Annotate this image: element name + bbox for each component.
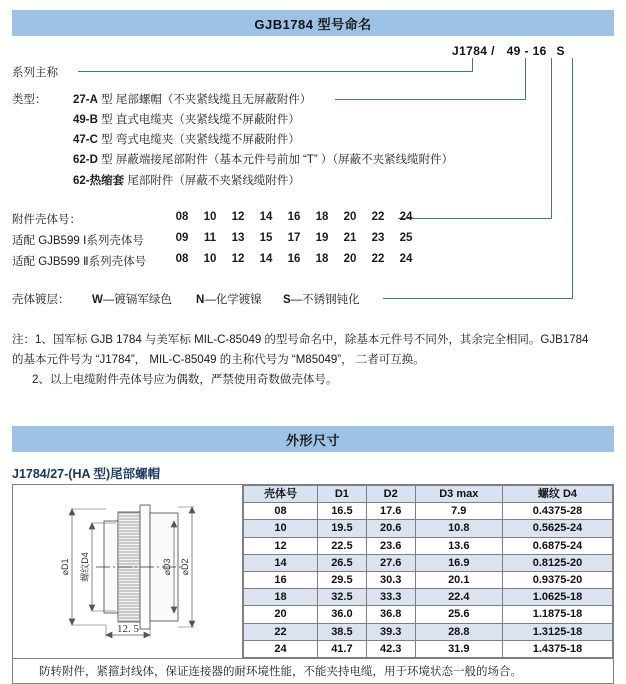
shell-number-1-7: 23 — [371, 232, 385, 244]
cell-thread-d4: 0.6875-24 — [502, 537, 612, 554]
type-suffix-1: 型 — [101, 114, 113, 126]
plating-code-0: W — [92, 294, 103, 306]
shell-number-0-3: 14 — [259, 211, 273, 223]
plating-label: 壳体镀层： — [12, 294, 70, 306]
part-number-prefix: J1784 / — [452, 44, 495, 58]
type-row-0 — [73, 91, 311, 107]
type-suffix-0: 型 — [101, 94, 113, 106]
dimension-caption: 防转附件，紧箍封线体，保证连接器的耐环境性能，不能夹持电缆，用于环境状态一般的场合。 — [13, 658, 613, 683]
leader-line-type-vertical — [525, 58, 526, 100]
cell-thread-d4: 1.0625-18 — [502, 589, 612, 606]
shell-number-1-4: 17 — [287, 232, 301, 244]
type-row-1 — [73, 111, 300, 127]
col-header-d1: D1 — [318, 486, 367, 503]
plating-option-0 — [92, 291, 172, 307]
part-number-shell-size: 16 — [532, 44, 547, 58]
cell-thread-d4: 1.4375-18 — [502, 640, 612, 657]
tail-nut-drawing-cell — [13, 485, 243, 658]
shell-number-2-5: 18 — [315, 253, 329, 265]
shell-number-2-3: 14 — [259, 253, 273, 265]
leader-line-plating-horizontal — [383, 298, 573, 299]
drawing-label-thread-d4: 螺纹D4 — [79, 552, 90, 582]
type-code-4: 62-热缩套 — [73, 175, 125, 187]
shell-number-2-0: 08 — [175, 253, 189, 265]
cell-d1: 19.5 — [318, 520, 367, 537]
shell-number-2-8: 24 — [399, 253, 413, 265]
type-code-1: 49-B — [73, 114, 98, 126]
leader-line-type-horizontal — [335, 99, 526, 100]
plating-desc-2: —不锈钢钝化 — [290, 294, 360, 306]
dimension-table-body — [244, 503, 613, 658]
cell-shell-no: 10 — [244, 520, 318, 537]
shell-number-0-5: 18 — [315, 211, 329, 223]
cell-d2: 42.3 — [366, 640, 415, 657]
notes-block — [12, 330, 616, 390]
type-desc-4: 尾部附件（屏蔽不夹紧线缆附件） — [127, 175, 300, 187]
leader-line-series-horizontal — [78, 71, 473, 72]
cell-thread-d4: 0.8125-20 — [502, 554, 612, 571]
shell-number-0-4: 16 — [287, 211, 301, 223]
shell-number-1-8: 25 — [399, 232, 413, 244]
plating-option-2 — [283, 291, 360, 307]
type-desc-1: 直式电缆夹（夹紧线缆不屏蔽附件） — [115, 114, 300, 126]
drawing-label-d1: ⌀D1 — [59, 558, 70, 576]
dimension-banner-title: 外形尺寸 — [285, 432, 340, 448]
plating-option-1 — [196, 291, 262, 307]
table-row — [244, 606, 613, 623]
plating-desc-0: —镀镉军绿色 — [102, 294, 172, 306]
shell-number-1-0: 09 — [175, 232, 189, 244]
plating-desc-1: —化学镀镍 — [204, 294, 262, 306]
type-row-3 — [73, 151, 453, 167]
shell-number-2-6: 20 — [343, 253, 357, 265]
cell-d3max: 20.1 — [415, 572, 502, 589]
cell-d1: 41.7 — [318, 640, 367, 657]
dimension-section-banner — [12, 426, 614, 452]
tail-nut-drawing — [16, 491, 240, 643]
type-row-2 — [73, 131, 300, 147]
cell-d3max: 7.9 — [415, 503, 502, 520]
col-header-d2: D2 — [366, 486, 415, 503]
series-label: 系列主称 — [12, 67, 58, 79]
cell-d2: 27.6 — [366, 554, 415, 571]
leader-line-series-vertical — [472, 58, 473, 72]
type-code-2: 47-C — [73, 134, 98, 146]
cell-shell-no: 16 — [244, 572, 318, 589]
type-row-4 — [73, 172, 300, 188]
shell-number-1-2: 13 — [231, 232, 245, 244]
plating-code-1: N — [196, 294, 205, 306]
shell-number-0-6: 20 — [343, 211, 357, 223]
part-number-plating-code: S — [556, 44, 565, 58]
cell-d1: 32.5 — [318, 589, 367, 606]
shell-number-0-0: 08 — [175, 211, 189, 223]
cell-d2: 17.6 — [366, 503, 415, 520]
dimension-block-row — [13, 485, 613, 658]
dimension-table — [243, 485, 613, 658]
shell-number-0-8: 24 — [399, 211, 413, 223]
table-row — [244, 520, 613, 537]
table-row — [244, 537, 613, 554]
col-header-d3max: D3 max — [415, 486, 502, 503]
type-desc-2: 弯式电缆夹（夹紧线缆不屏蔽附件） — [115, 134, 300, 146]
shell-number-1-5: 19 — [315, 232, 329, 244]
dimension-subheading: J1784/27-(HA 型)尾部螺帽 — [12, 467, 161, 481]
table-row — [244, 623, 613, 640]
part-number-type-code: 49 — [506, 44, 521, 58]
table-row — [244, 640, 613, 657]
type-code-3: 62-D — [73, 154, 98, 166]
cell-d3max: 25.6 — [415, 606, 502, 623]
type-label: 类型： — [12, 94, 47, 106]
shell-number-0-7: 22 — [371, 211, 385, 223]
cell-d2: 36.8 — [366, 606, 415, 623]
shell-row-label-0: 附件壳体号： — [12, 214, 81, 226]
drawing-label-d2: ⌀D2 — [179, 558, 190, 576]
leader-line-shell-size-vertical — [551, 58, 552, 219]
cell-shell-no: 08 — [244, 503, 318, 520]
cell-thread-d4: 1.1875-18 — [502, 606, 612, 623]
shell-number-2-2: 12 — [231, 253, 245, 265]
cell-shell-no: 18 — [244, 589, 318, 606]
part-number-example: J1784 / 49 - 16 S — [452, 44, 565, 58]
cell-thread-d4: 1.3125-18 — [502, 623, 612, 640]
cell-d1: 16.5 — [318, 503, 367, 520]
cell-shell-no: 12 — [244, 537, 318, 554]
cell-d1: 38.5 — [318, 623, 367, 640]
cell-d2: 20.6 — [366, 520, 415, 537]
shell-number-1-1: 11 — [203, 232, 217, 244]
leader-line-shell-size-horizontal — [398, 218, 552, 219]
cell-d2: 30.3 — [366, 572, 415, 589]
dimension-table-cell — [243, 485, 613, 658]
table-row — [244, 554, 613, 571]
table-row — [244, 572, 613, 589]
table-row — [244, 503, 613, 520]
note-line-2: 2、以上电缆附件壳体号应为偶数，严禁使用奇数做壳体号。 — [32, 374, 338, 386]
cell-d2: 23.6 — [366, 537, 415, 554]
cell-shell-no: 14 — [244, 554, 318, 571]
type-suffix-2: 型 — [101, 134, 113, 146]
shell-number-2-4: 16 — [287, 253, 301, 265]
cell-d1: 29.5 — [318, 572, 367, 589]
cell-d3max: 16.9 — [415, 554, 502, 571]
shell-number-2-1: 10 — [203, 253, 217, 265]
note-line-0: 注：1、国军标 GJB 1784 与美军标 MIL-C-85049 的型号命名中，除基本元件号不同外，其余完全相同。GJB1784 — [12, 334, 589, 346]
cell-d3max: 10.8 — [415, 520, 502, 537]
col-header-shell-no: 壳体号 — [244, 486, 318, 503]
shell-number-0-2: 12 — [231, 211, 245, 223]
shell-number-1-6: 21 — [343, 232, 357, 244]
cell-d3max: 22.4 — [415, 589, 502, 606]
shell-number-1-3: 15 — [259, 232, 273, 244]
type-suffix-3: 型 — [101, 154, 113, 166]
cell-d3max: 28.8 — [415, 623, 502, 640]
cell-d2: 39.3 — [366, 623, 415, 640]
cell-d3max: 31.9 — [415, 640, 502, 657]
note-line-1: 的基本元件号为 “J1784”， MIL-C-85049 的主称代号为 “M85049”， 二者可互换。 — [12, 354, 425, 366]
dimension-block — [12, 484, 614, 684]
shell-number-2-7: 22 — [371, 253, 385, 265]
cell-shell-no: 22 — [244, 623, 318, 640]
naming-banner-title: GJB1784 型号命名 — [254, 16, 372, 32]
cell-d1: 22.5 — [318, 537, 367, 554]
cell-d1: 36.0 — [318, 606, 367, 623]
leader-line-plating-vertical — [572, 58, 573, 299]
type-desc-3: 屏蔽端接尾部附件（基本元件号前加 “T” ）（屏蔽不夹紧线缆附件） — [115, 154, 454, 166]
naming-section-banner — [12, 10, 614, 36]
cell-thread-d4: 0.5625-24 — [502, 520, 612, 537]
cell-thread-d4: 0.4375-28 — [502, 503, 612, 520]
cell-thread-d4: 0.9375-20 — [502, 572, 612, 589]
shell-row-label-1: 适配 GJB599 Ⅰ系列壳体号 — [12, 235, 144, 247]
type-desc-0: 尾部螺帽（不夹紧线缆且无屏蔽附件） — [115, 94, 312, 106]
cell-shell-no: 24 — [244, 640, 318, 657]
cell-d3max: 13.6 — [415, 537, 502, 554]
type-code-0: 27-A — [73, 94, 98, 106]
dimension-table-header-row — [244, 486, 613, 503]
col-header-thread-d4: 螺纹 D4 — [502, 486, 612, 503]
table-row — [244, 589, 613, 606]
drawing-label-length: 12. 5 — [116, 623, 139, 635]
shell-row-label-2: 适配 GJB599 Ⅱ系列壳体号 — [12, 256, 147, 268]
cell-d1: 26.5 — [318, 554, 367, 571]
cell-shell-no: 20 — [244, 606, 318, 623]
cell-d2: 33.3 — [366, 589, 415, 606]
plating-code-2: S — [283, 294, 291, 306]
drawing-label-d3: ⌀D3 — [161, 558, 172, 576]
shell-number-0-1: 10 — [203, 211, 217, 223]
